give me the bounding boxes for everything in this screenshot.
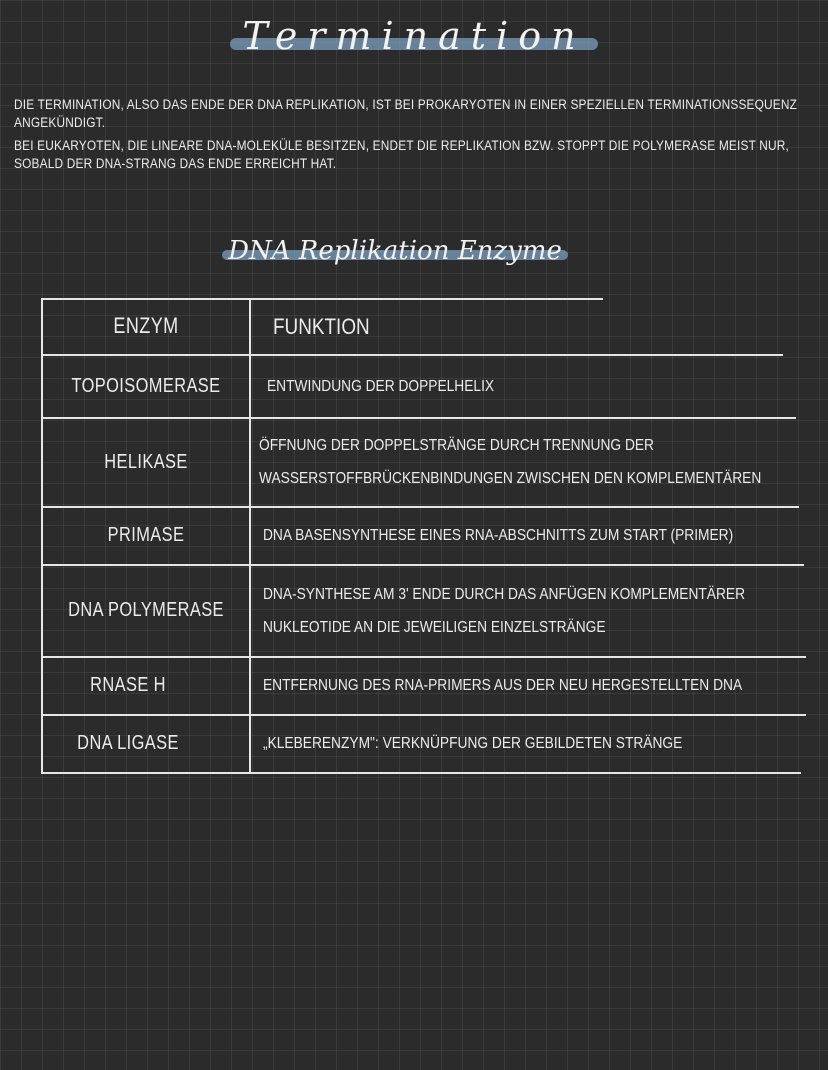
function-helikase: ÖFFNUNG DER DOPPELSTRÄNGE DURCH TRENNUNG DER WASSERSTOFFBRÜCKENBINDUNGEN ZWISCHEN DEN KOMPLEMENTÄREN xyxy=(259,437,762,487)
intro-paragraph-2: BEI EUKARYOTEN, DIE LINEARE DNA-MOLEKÜLE BESITZEN, ENDET DIE REPLIKATION BZW. STOPPT DIE POLYMERASE MEIST NUR, SOBALD DER DNA-STRANG DAS ENDE ERREICHT HAT. xyxy=(14,138,790,171)
function-dna-polymerase: DNA-SYNTHESE AM 3' ENDE DURCH DAS ANFÜGEN KOMPLEMENTÄRER NUKLEOTIDE AN DIE JEWEILIGEN EINZELSTRÄNGE xyxy=(263,585,746,636)
function-primase: DNA BASENSYNTHESE EINES RNA-ABSCHNITTS ZUM START (PRIMER) xyxy=(263,527,734,544)
section-title: DNA Replikation Enzyme xyxy=(222,236,568,266)
header-enzyme: ENZYM xyxy=(113,313,179,338)
title-area xyxy=(0,14,828,58)
subtitle-area xyxy=(0,236,790,266)
function-dna-ligase: „KLEBERENZYM": VERKNÜPFUNG DER GEBILDETEN STRÄNGE xyxy=(263,735,683,752)
enzyme-dna-ligase: DNA LIGASE xyxy=(77,732,179,754)
table-bottom-border xyxy=(41,772,801,774)
enzyme-topoisomerase: TOPOISOMERASE xyxy=(71,374,221,397)
enzyme-primase: PRIMASE xyxy=(107,524,185,546)
enzyme-helikase: HELIKASE xyxy=(104,450,188,473)
function-topoisomerase: ENTWINDUNG DER DOPPELHELIX xyxy=(267,377,495,395)
table-column-divider xyxy=(249,298,251,773)
table-left-border xyxy=(41,298,43,773)
enzyme-table xyxy=(41,298,806,773)
intro-text xyxy=(14,96,806,178)
header-function: FUNKTION xyxy=(273,313,370,339)
page-title: Termination xyxy=(230,14,597,58)
function-rnase-h: ENTFERNUNG DES RNA-PRIMERS AUS DER NEU HERGESTELLTEN DNA xyxy=(263,677,743,694)
enzyme-dna-polymerase: DNA POLYMERASE xyxy=(68,599,224,621)
intro-paragraph-1: DIE TERMINATION, ALSO DAS ENDE DER DNA REPLIKATION, IST BEI PROKARYOTEN IN EINER SPEZIELLEN TERMINATIONSSEQUENZ ANGEKÜNDIGT. xyxy=(14,97,798,130)
enzyme-rnase-h: RNASE H xyxy=(90,674,166,696)
